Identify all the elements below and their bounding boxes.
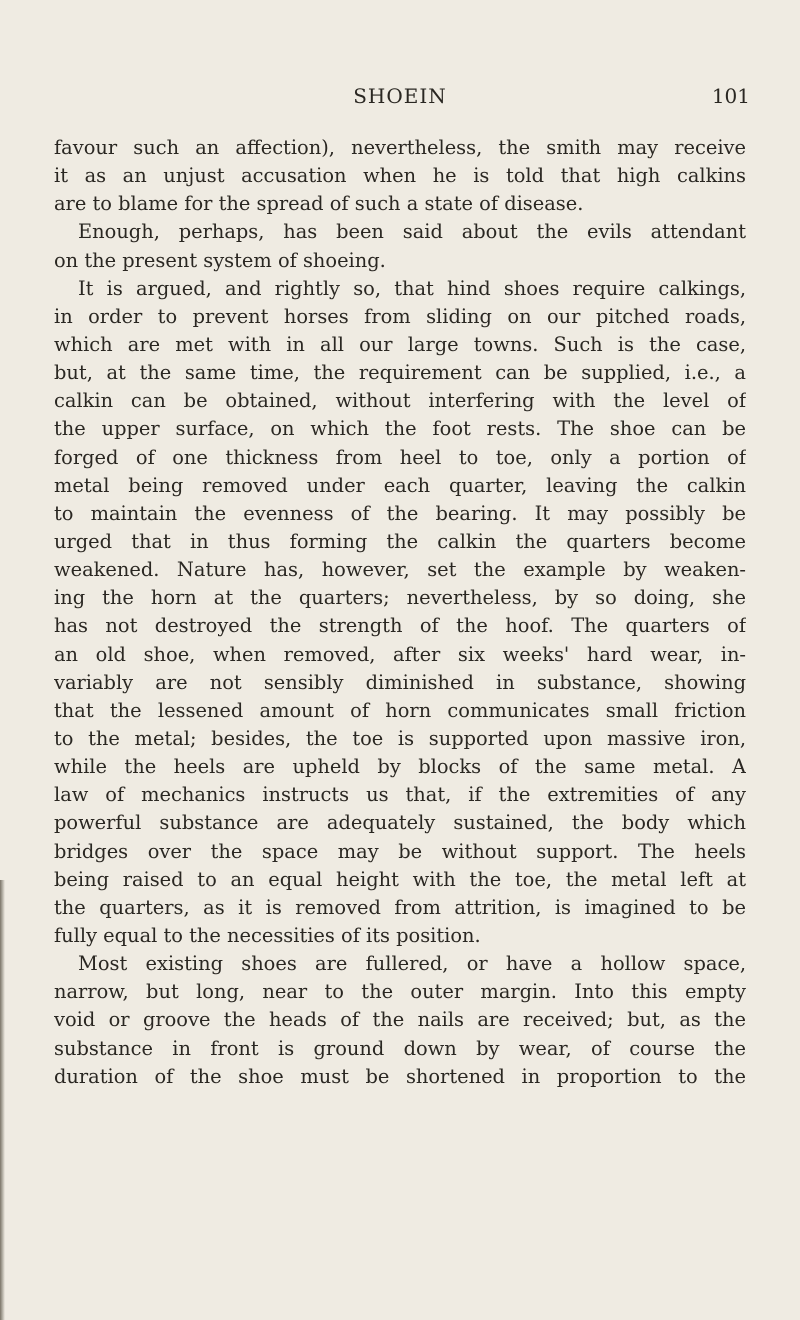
text-line: the quarters, as it is removed from attrition, is imagined to be [54, 895, 746, 919]
text-line: narrow, but long, near to the outer margin. Into this empty [54, 980, 746, 1004]
text-line: while the heels are upheld by blocks of the same metal. A [54, 755, 746, 779]
page-header [50, 84, 750, 114]
page-edge-shadow [0, 880, 5, 1320]
text-line: variably are not sensibly diminished in substance, showing [54, 670, 746, 694]
text-line: forged of one thickness from heel to toe, only a portion of [54, 445, 746, 469]
text-line: powerful substance are adequately sustained, the body which [54, 811, 746, 835]
text-line: has not destroyed the strength of the hoof. The quarters of [54, 614, 746, 638]
text-line: Most existing shoes are fullered, or have a hollow space, [78, 952, 746, 976]
text-line: duration of the shoe must be shortened in proportion to the [54, 1064, 746, 1088]
text-line: weakened. Nature has, however, set the example by weaken- [54, 558, 746, 582]
page-number: 101 [711, 84, 750, 108]
text-line: but, at the same time, the requirement can be supplied, i.e., a [54, 361, 746, 385]
text-line: substance in front is ground down by wear, of course the [54, 1036, 746, 1060]
text-line: favour such an affection), nevertheless, the smith may receive [54, 136, 746, 159]
text-line: being raised to an equal height with the toe, the metal left at [54, 867, 746, 891]
text-line: metal being removed under each quarter, leaving the calkin [54, 473, 746, 497]
text-line: ing the horn at the quarters; nevertheless, by so doing, she [54, 586, 746, 610]
text-line: law of mechanics instructs us that, if the extremities of any [54, 783, 746, 807]
text-line: It is argued, and rightly so, that hind shoes require calkings, [78, 276, 746, 300]
text-line: that the lessened amount of horn communicates small friction [54, 698, 746, 722]
text-line: it as an unjust accusation when he is told that high calkins [54, 164, 746, 188]
text-line: to maintain the evenness of the bearing. It may possibly be [54, 501, 746, 525]
text-line: Enough, perhaps, has been said about the evils attendant [78, 220, 746, 244]
running-title: SHOEIN [353, 84, 447, 108]
text-line: fully equal to the necessities of its position. [54, 923, 481, 947]
body-text [54, 134, 746, 1091]
text-line: are to blame for the spread of such a state of disease. [54, 192, 584, 216]
text-line: calkin can be obtained, without interfering with the level of [54, 389, 746, 413]
text-line: void or groove the heads of the nails are received; but, as the [54, 1008, 746, 1032]
text-line: which are met with in all our large towns. Such is the case, [54, 332, 746, 356]
text-line: the upper surface, on which the foot rests. The shoe can be [54, 417, 746, 441]
text-line: on the present system of shoeing. [54, 248, 386, 272]
text-line: an old shoe, when removed, after six weeks' hard wear, in- [54, 642, 746, 666]
text-line: in order to prevent horses from sliding on our pitched roads, [54, 304, 746, 328]
text-line: bridges over the space may be without support. The heels [54, 839, 746, 863]
text-line: to the metal; besides, the toe is supported upon massive iron, [54, 726, 746, 750]
text-line: urged that in thus forming the calkin the quarters become [54, 529, 746, 553]
